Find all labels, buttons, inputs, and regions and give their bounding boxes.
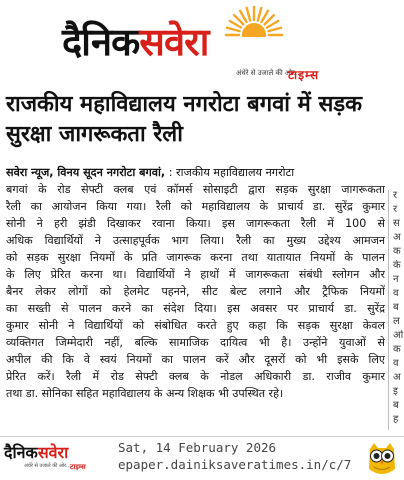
sun-ray (258, 8, 261, 21)
sun-ray (247, 8, 250, 21)
adjacent-column-char: व (393, 358, 399, 369)
article-line: कुमार सोनी ने विद्यार्थियों को संबोधित करते हुए कहा कि सड़क सुरक्षा केवल (6, 319, 385, 332)
footer-logo-tagline: अंधेरे से उजाले की ओर... (24, 463, 71, 469)
edition-date: Sat, 14 February 2026 (118, 440, 277, 455)
sun-ray (227, 28, 240, 31)
article-line: व्यक्तिगत जिम्मेदारी नहीं, बल्कि सामाजिक दायित्व भी है। उन्होंने युवाओं से (6, 336, 385, 349)
footer-logo-text (4, 443, 68, 463)
article-dateline: सवेरा न्यूज, विनय सूदन नगरोटा बगवां, (6, 166, 166, 179)
footer-logo-word-savera: सवेरा (37, 443, 69, 462)
article-line: अपील की कि वे स्वयं नियमों का पालन करें और दूसरों को भी इसके लिए (6, 353, 385, 366)
adjacent-column-char: ल (393, 316, 400, 327)
newspaper-logo[interactable] (62, 16, 209, 68)
article-line: का सख्ती से पालन करने का संदेश दिया। इस अवसर पर प्राचार्य डा. सुरेंद्र (6, 302, 385, 315)
adjacent-column-edge (388, 190, 404, 430)
adjacent-column-char: ब (393, 302, 399, 313)
adjacent-column-char: अ (393, 232, 401, 243)
article-line: प्रेरित करें। रैली में रोड सेफ्टी क्लब के नोडल अधिकारी डा. राजीव कुमार (6, 370, 385, 383)
article-line: अधिक विद्यार्थियों ने उत्साहपूर्वक भाग लिया। रैली का मुख्य उद्देश्य आमजन (6, 234, 385, 247)
sun-ray (268, 28, 281, 31)
adjacent-column-char: र (393, 190, 398, 201)
adjacent-column-char: के (393, 260, 401, 271)
masthead-tagline: अंधेरे से उजाले की ओर... (236, 69, 302, 77)
footer-logo-times: टाइम्स (70, 463, 86, 471)
adjacent-column-char: र (393, 204, 398, 215)
article-line: के लिए प्रेरित करना था। विद्यार्थियों ने हाथों में जागरूकता संबंधी स्लोगन और (6, 268, 385, 281)
masthead (0, 0, 404, 86)
footer-logo-word-dainik: दैनिक (4, 443, 38, 462)
adjacent-column-char: स (393, 218, 400, 229)
adjacent-column-char: ब (393, 400, 399, 411)
article-line: बगवां के रोड सेफ्टी क्लब एवं कॉमर्स सोसाइटी द्वारा सड़क सुरक्षा जागरूकता (6, 183, 385, 196)
article-headline: राजकीय महाविद्यालय नगरोटा बगवां में सड़क सुरक्षा जागरूकता रैली (6, 91, 363, 147)
adjacent-column-char: न (393, 274, 399, 285)
adjacent-column-char: क (393, 246, 401, 257)
sun-logo-icon (224, 3, 284, 37)
footer-logo[interactable] (4, 441, 108, 471)
adjacent-column-char: अ (393, 372, 401, 383)
owl-mascot-icon (362, 439, 402, 479)
epaper-footer (0, 436, 404, 480)
article-line: तथा डा. सोनिका सहित महाविद्यालय के अन्य शिक्षक भी उपस्थित रहे। (6, 387, 284, 400)
adjacent-column-char: ह (393, 414, 399, 425)
logo-word-dainik: दैनिक (62, 19, 140, 64)
article-lead: : राजकीय महाविद्यालय नगरोटा (165, 166, 295, 179)
article-line: रैली का आयोजन किया गया। रैली को महाविद्यालय के प्राचार्य डा. सुरेंद्र कुमार (6, 200, 385, 213)
adjacent-column-char: इ (393, 386, 398, 397)
adjacent-column-char: ओ (393, 330, 404, 341)
article-byline (6, 164, 386, 181)
article-line: सोनी ने हरी झंडी दिखाकर रवाना किया। इस जागरूकता रैली में 100 से (6, 217, 385, 230)
masthead-times: टाइम्स (288, 68, 320, 82)
logo-word-savera: सवेरा (139, 19, 209, 64)
epaper-url-link[interactable]: epaper.dainiksaveratimes.in/c/7 (118, 457, 352, 472)
article-line: बैनर लेकर लोगों को हेलमेट पहनने, सीट बेल्ट लगाने और ट्रैफिक नियमों (6, 285, 385, 298)
adjacent-column-char: व (393, 288, 399, 299)
adjacent-column-char: क (393, 344, 401, 355)
article-line: को सड़क सुरक्षा नियमों के प्रति जागरूक करना तथा यातायात नियमों के पालन (6, 251, 385, 264)
